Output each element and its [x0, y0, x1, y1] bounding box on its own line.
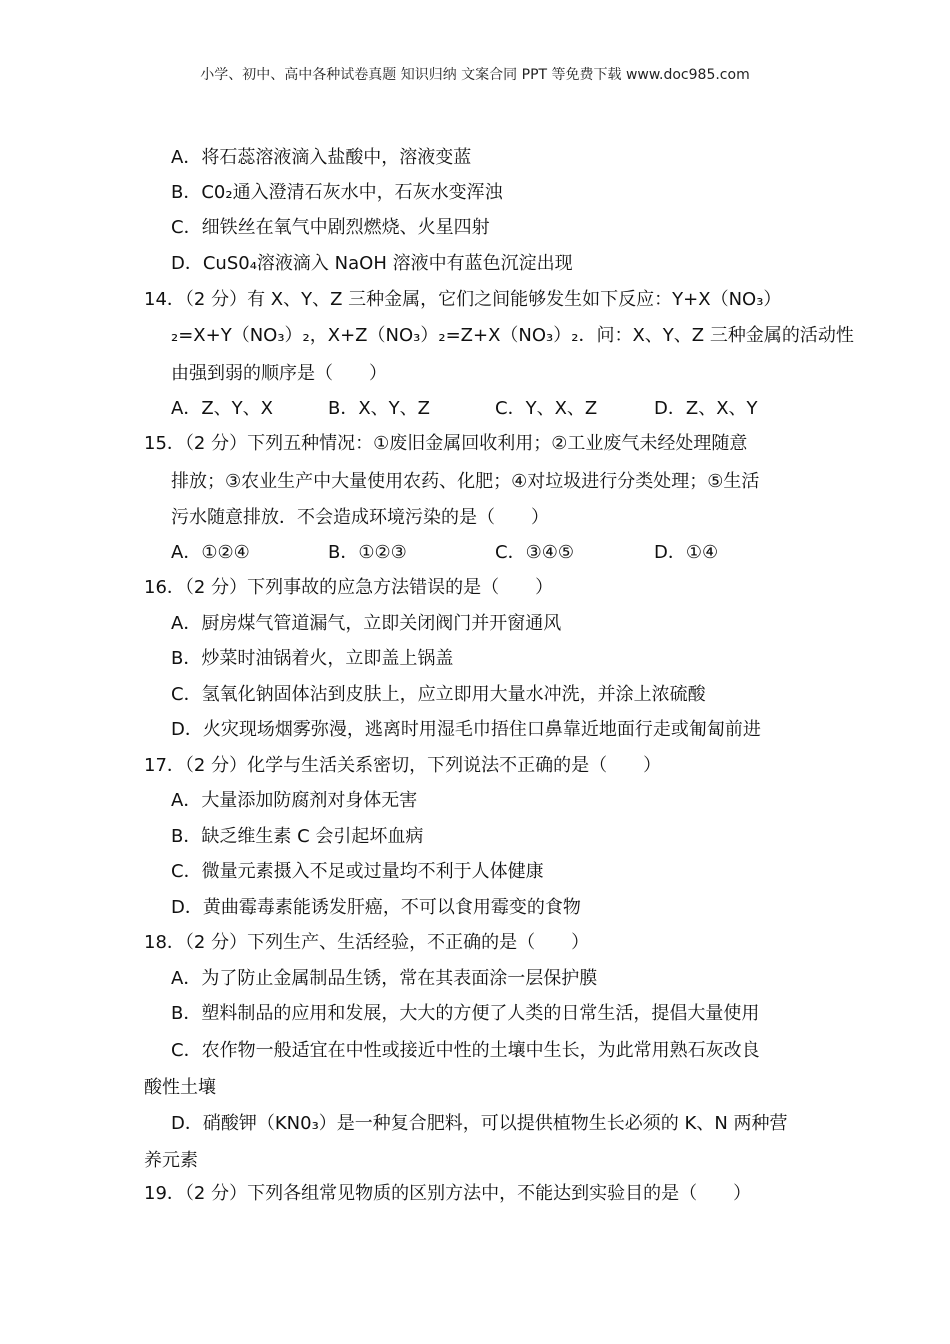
q14-option-d: D．Z、X、Y	[654, 398, 758, 419]
q15-stem-line3: 污水随意排放．不会造成环境污染的是（ ）	[171, 507, 549, 528]
q17-option-c: C．微量元素摄入不足或过量均不利于人体健康	[171, 861, 544, 882]
q18-option-c-line2: 酸性土壤	[144, 1077, 216, 1098]
q15-stem-line1: 15．（2 分）下列五种情况：①废旧金属回收利用；②工业废气未经处理随意	[144, 433, 748, 454]
q14-stem-line2: ₂=X+Y（NO₃）₂，X+Z（NO₃）₂=Z+X（NO₃）₂．问：X、Y、Z 三种金属的活动性	[171, 325, 854, 346]
q16-option-b: B．炒菜时油锅着火，立即盖上锅盖	[171, 648, 454, 669]
q15-stem-line2: 排放；③农业生产中大量使用农药、化肥；④对垃圾进行分类处理；⑤生活	[171, 471, 760, 492]
q18-option-a: A．为了防止金属制品生锈，常在其表面涂一层保护膜	[171, 968, 598, 989]
q18-option-c-line1: C．农作物一般适宜在中性或接近中性的土壤中生长，为此常用熟石灰改良	[171, 1040, 760, 1061]
q17-option-b: B．缺乏维生素 C 会引起坏血病	[171, 826, 424, 847]
q19-stem: 19．（2 分）下列各组常见物质的区别方法中，不能达到实验目的是（ ）	[144, 1183, 752, 1204]
q16-stem: 16．（2 分）下列事故的应急方法错误的是（ ）	[144, 577, 554, 598]
q15-option-d: D．①④	[654, 542, 719, 563]
q18-option-b: B．塑料制品的应用和发展，大大的方便了人类的日常生活，提倡大量使用	[171, 1003, 760, 1024]
q14-option-a: A．Z、Y、X	[171, 398, 273, 419]
page-header: 小学、初中、高中各种试卷真题 知识归纳 文案合同 PPT 等免费下载 www.doc985.com	[200, 67, 750, 83]
q18-option-d-line2: 养元素	[144, 1150, 198, 1171]
q13-option-b: B．C0₂通入澄清石灰水中，石灰水变浑浊	[171, 182, 503, 203]
q16-option-c: C．氢氧化钠固体沾到皮肤上，应立即用大量水冲洗，并涂上浓硫酸	[171, 684, 706, 705]
q13-option-d: D．CuS0₄溶液滴入 NaOH 溶液中有蓝色沉淀出现	[171, 253, 573, 274]
q14-option-b: B．X、Y、Z	[328, 398, 431, 419]
q16-option-d: D．火灾现场烟雾弥漫，逃离时用湿毛巾捂住口鼻靠近地面行走或匍匐前进	[171, 719, 761, 740]
q14-stem-line3: 由强到弱的顺序是（ ）	[171, 363, 387, 384]
q13-option-a: A．将石蕊溶液滴入盐酸中，溶液变蓝	[171, 147, 472, 168]
q18-stem: 18．（2 分）下列生产、生活经验，不正确的是（ ）	[144, 932, 590, 953]
q17-option-d: D．黄曲霉毒素能诱发肝癌，不可以食用霉变的食物	[171, 897, 581, 918]
q18-option-d-line1: D．硝酸钾（KN0₃）是一种复合肥料，可以提供植物生长必须的 K、N 两种营	[171, 1113, 788, 1134]
q14-option-c: C．Y、X、Z	[495, 398, 598, 419]
q15-option-c: C．③④⑤	[495, 542, 574, 563]
q15-option-a: A．①②④	[171, 542, 250, 563]
q17-stem: 17．（2 分）化学与生活关系密切，下列说法不正确的是（ ）	[144, 755, 662, 776]
q15-option-b: B．①②③	[328, 542, 407, 563]
q14-stem-line1: 14．（2 分）有 X、Y、Z 三种金属，它们之间能够发生如下反应：Y+X（NO₃）	[144, 289, 782, 310]
q17-option-a: A．大量添加防腐剂对身体无害	[171, 790, 418, 811]
q13-option-c: C．细铁丝在氧气中剧烈燃烧、火星四射	[171, 217, 490, 238]
q16-option-a: A．厨房煤气管道漏气，立即关闭阀门并开窗通风	[171, 613, 562, 634]
